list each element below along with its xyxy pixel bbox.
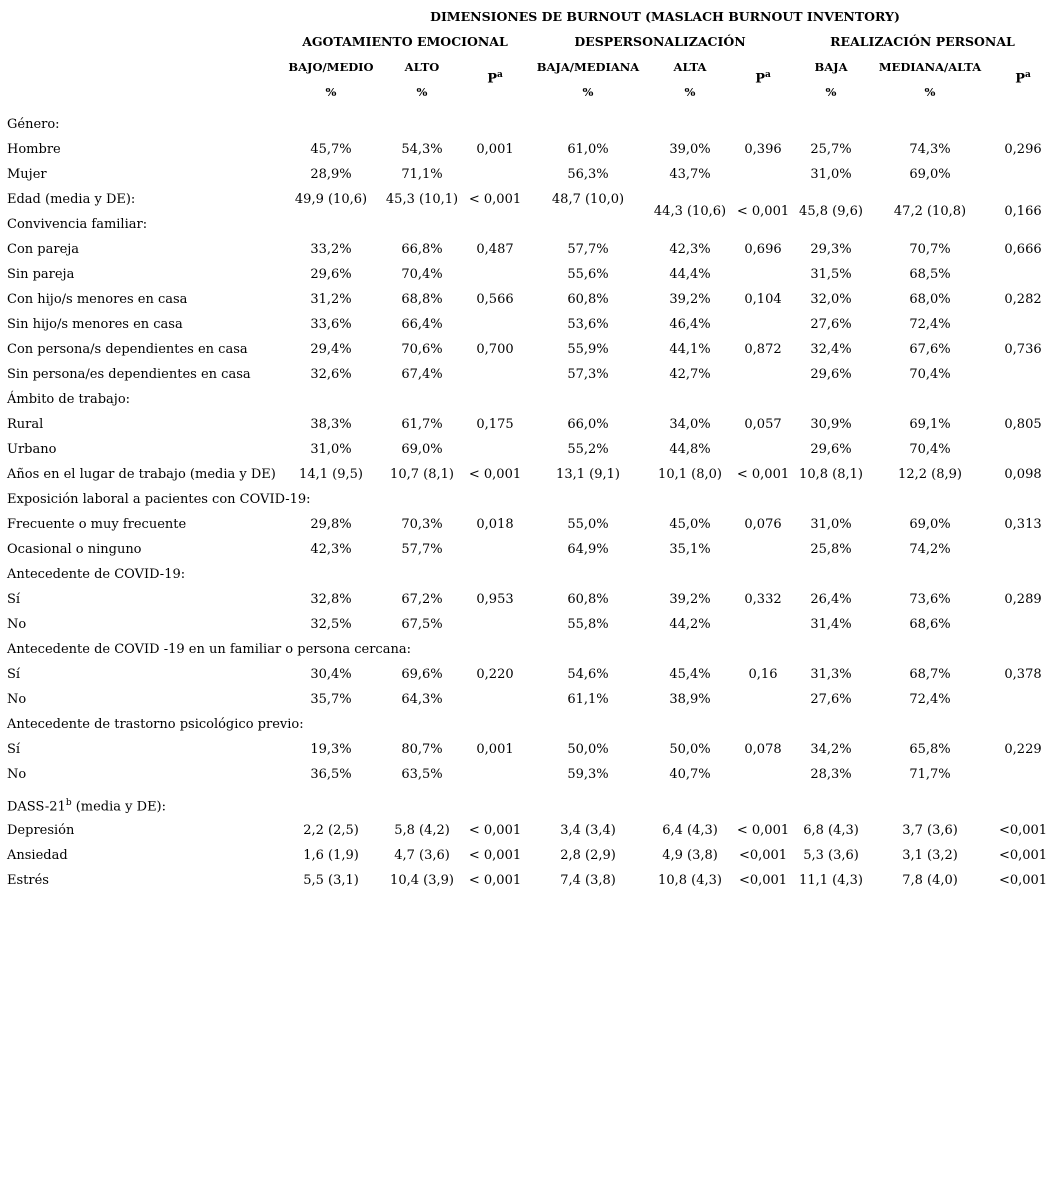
table-cell: 7,4 (3,8) bbox=[560, 873, 616, 888]
table-cell: 32,0% bbox=[810, 292, 852, 307]
table-cell: 45,7% bbox=[310, 142, 352, 157]
table-row bbox=[0, 542, 1057, 562]
column-header-unit: % bbox=[416, 85, 428, 99]
section-header-row bbox=[0, 217, 1057, 237]
column-header-label: MEDIANA/ALTA bbox=[878, 60, 982, 74]
table-cell: 25,8% bbox=[810, 542, 852, 557]
table-cell: 0,175 bbox=[476, 417, 514, 432]
table-cell: 0,296 bbox=[1004, 142, 1042, 157]
table-cell: 28,9% bbox=[310, 167, 352, 182]
table-cell: 50,0% bbox=[567, 742, 609, 757]
table-cell: 13,1 (9,1) bbox=[556, 467, 620, 482]
table-cell: 55,8% bbox=[567, 617, 609, 632]
column-header-label: BAJA/MEDIANA bbox=[536, 60, 640, 74]
table-cell: 30,4% bbox=[310, 667, 352, 682]
table-row bbox=[0, 823, 1057, 843]
row-label-text: Género: bbox=[7, 117, 60, 132]
table-cell: 0,289 bbox=[1004, 592, 1042, 607]
table-cell: 32,6% bbox=[310, 367, 352, 382]
table-cell: 0,487 bbox=[476, 242, 514, 257]
table-cell: 5,3 (3,6) bbox=[803, 848, 859, 863]
table-cell: 0,104 bbox=[744, 292, 782, 307]
table-cell: 69,0% bbox=[909, 517, 951, 532]
table-row bbox=[0, 517, 1057, 537]
row-label-text: Ansiedad bbox=[7, 848, 68, 863]
table-row bbox=[0, 692, 1057, 712]
table-cell: 54,3% bbox=[401, 142, 443, 157]
table-cell: 4,9 (3,8) bbox=[662, 848, 718, 863]
section-header-row bbox=[0, 492, 1057, 512]
group-header-realizacion: REALIZACIÓN PERSONAL bbox=[830, 34, 1015, 49]
table-cell: 66,8% bbox=[401, 242, 443, 257]
table-row bbox=[0, 292, 1057, 312]
table-cell: 72,4% bbox=[909, 317, 951, 332]
table-cell: 61,7% bbox=[401, 417, 443, 432]
column-header-p-value bbox=[733, 70, 793, 86]
row-label-suffix: (media y DE): bbox=[71, 799, 167, 815]
table-cell: 29,6% bbox=[310, 267, 352, 282]
table-cell: 32,4% bbox=[810, 342, 852, 357]
table-cell: 31,4% bbox=[810, 617, 852, 632]
table-cell: 0,736 bbox=[1004, 342, 1042, 357]
table-cell: 53,6% bbox=[567, 317, 609, 332]
p-label: P bbox=[1015, 71, 1025, 87]
table-cell: 54,6% bbox=[567, 667, 609, 682]
table-cell: 0,700 bbox=[476, 342, 514, 357]
table-cell: 25,7% bbox=[810, 142, 852, 157]
table-cell: 66,4% bbox=[401, 317, 443, 332]
table-cell: 19,3% bbox=[310, 742, 352, 757]
table-row bbox=[0, 667, 1057, 687]
table-cell: 38,9% bbox=[669, 692, 711, 707]
section-label bbox=[7, 392, 130, 407]
table-cell: 10,8 (8,1) bbox=[799, 467, 863, 482]
table-cell: 5,5 (3,1) bbox=[303, 873, 359, 888]
table-cell: 0,332 bbox=[744, 592, 782, 607]
row-label-superscript: b bbox=[65, 798, 72, 808]
group-header-despersonalizacion: DESPERSONALIZACIÓN bbox=[574, 34, 746, 49]
table-cell: 38,3% bbox=[310, 417, 352, 432]
table-cell: <0,001 bbox=[738, 848, 788, 863]
table-cell: 48,7 (10,0) bbox=[551, 192, 625, 207]
table-cell: 69,0% bbox=[401, 442, 443, 457]
table-cell: 67,6% bbox=[909, 342, 951, 357]
row-label-text: Ámbito de trabajo: bbox=[7, 392, 131, 407]
row-label-text: Depresión bbox=[7, 823, 75, 838]
table-cell: 5,8 (4,2) bbox=[394, 823, 450, 838]
table-cell: 73,6% bbox=[909, 592, 951, 607]
table-row bbox=[0, 367, 1057, 387]
row-label-text: Sin hijo/s menores en casa bbox=[7, 317, 183, 332]
table-cell: 0,001 bbox=[476, 742, 514, 757]
table-cell: 31,3% bbox=[810, 667, 852, 682]
table-cell: 29,3% bbox=[810, 242, 852, 257]
table-cell: 0,166 bbox=[1004, 204, 1042, 219]
table-cell: 70,6% bbox=[401, 342, 443, 357]
table-cell: 70,4% bbox=[401, 267, 443, 282]
table-cell: 56,3% bbox=[567, 167, 609, 182]
table-cell: 26,4% bbox=[810, 592, 852, 607]
row-label-text: No bbox=[7, 692, 27, 707]
table-cell: 68,8% bbox=[401, 292, 443, 307]
table-cell: 44,4% bbox=[669, 267, 711, 282]
row-label-text: Exposición laboral a pacientes con COVID-19: bbox=[7, 492, 311, 507]
column-header-label: ALTA bbox=[673, 60, 707, 74]
table-cell: 55,0% bbox=[567, 517, 609, 532]
table-cell: < 0,001 bbox=[736, 823, 790, 838]
row-label bbox=[7, 317, 183, 332]
table-cell: 67,2% bbox=[401, 592, 443, 607]
table-cell: 71,1% bbox=[401, 167, 443, 182]
table-cell: 3,7 (3,6) bbox=[902, 823, 958, 838]
table-cell: 39,2% bbox=[669, 292, 711, 307]
table-row bbox=[0, 242, 1057, 262]
row-label-text: Sí bbox=[7, 667, 21, 682]
section-header-row bbox=[0, 798, 1057, 818]
table-cell: 11,1 (4,3) bbox=[799, 873, 863, 888]
p-label: P bbox=[487, 71, 497, 87]
row-label-text: Estrés bbox=[7, 873, 49, 888]
row-label bbox=[7, 542, 142, 557]
table-cell: 68,5% bbox=[909, 267, 951, 282]
table-cell: < 0,001 bbox=[468, 873, 522, 888]
table-row bbox=[0, 742, 1057, 762]
table-cell: 59,3% bbox=[567, 767, 609, 782]
table-cell: 0,220 bbox=[476, 667, 514, 682]
section-label bbox=[7, 798, 166, 814]
p-label: P bbox=[755, 71, 765, 87]
table-cell: 36,5% bbox=[310, 767, 352, 782]
table-cell: 10,8 (4,3) bbox=[658, 873, 722, 888]
table-cell: 0,953 bbox=[476, 592, 514, 607]
table-cell: 0,078 bbox=[744, 742, 782, 757]
table-cell: <0,001 bbox=[738, 873, 788, 888]
column-header-label: BAJA bbox=[814, 60, 848, 74]
row-label-text: Años en el lugar de trabajo (media y DE) bbox=[7, 467, 276, 482]
row-label bbox=[7, 442, 56, 457]
table-cell: 55,2% bbox=[567, 442, 609, 457]
table-cell: 12,2 (8,9) bbox=[898, 467, 962, 482]
section-label bbox=[7, 492, 311, 507]
section-label bbox=[7, 217, 147, 232]
table-cell: 39,2% bbox=[669, 592, 711, 607]
table-row bbox=[0, 592, 1057, 612]
table-cell: 0,076 bbox=[744, 517, 782, 532]
row-label-text: Antecedente de trastorno psicológico previo: bbox=[7, 717, 304, 732]
table-cell: 10,7 (8,1) bbox=[390, 467, 454, 482]
row-label bbox=[7, 692, 26, 707]
table-cell: 63,5% bbox=[401, 767, 443, 782]
table-cell: 0,666 bbox=[1004, 242, 1042, 257]
table-cell: 0,001 bbox=[476, 142, 514, 157]
table-cell: 3,1 (3,2) bbox=[902, 848, 958, 863]
table-cell: 27,6% bbox=[810, 317, 852, 332]
table-cell: 44,8% bbox=[669, 442, 711, 457]
row-label bbox=[7, 823, 74, 838]
row-label bbox=[7, 667, 20, 682]
p-superscript: a bbox=[1024, 70, 1031, 80]
table-cell: 45,3 (10,1) bbox=[385, 192, 459, 207]
table-cell: 64,3% bbox=[401, 692, 443, 707]
table-cell: 1,6 (1,9) bbox=[303, 848, 359, 863]
section-header-row bbox=[0, 717, 1057, 737]
row-label bbox=[7, 742, 20, 757]
row-label-text: Convivencia familiar: bbox=[7, 217, 148, 232]
table-row bbox=[0, 767, 1057, 787]
section-header-row bbox=[0, 642, 1057, 662]
row-label-text: No bbox=[7, 767, 27, 782]
table-cell: < 0,001 bbox=[468, 823, 522, 838]
table-cell: 0,872 bbox=[744, 342, 782, 357]
table-cell: 39,0% bbox=[669, 142, 711, 157]
table-cell: 69,1% bbox=[909, 417, 951, 432]
row-label bbox=[7, 848, 68, 863]
row-label-text: Con persona/s dependientes en casa bbox=[7, 342, 248, 357]
row-label-text: Rural bbox=[7, 417, 44, 432]
table-cell: 35,1% bbox=[669, 542, 711, 557]
table-cell: 35,7% bbox=[310, 692, 352, 707]
row-label-text: Sí bbox=[7, 742, 21, 757]
table-cell: 0,282 bbox=[1004, 292, 1042, 307]
table-cell: 32,8% bbox=[310, 592, 352, 607]
table-cell: 45,4% bbox=[669, 667, 711, 682]
table-cell: 6,4 (4,3) bbox=[662, 823, 718, 838]
section-header-row bbox=[0, 117, 1057, 137]
row-label bbox=[7, 873, 49, 888]
table-cell: 33,2% bbox=[310, 242, 352, 257]
table-cell: 44,1% bbox=[669, 342, 711, 357]
table-cell: 10,4 (3,9) bbox=[390, 873, 454, 888]
row-label bbox=[7, 167, 47, 182]
row-label-text: Sin persona/es dependientes en casa bbox=[7, 367, 251, 382]
table-cell: 45,0% bbox=[669, 517, 711, 532]
table-cell: 61,0% bbox=[567, 142, 609, 157]
table-cell: 70,3% bbox=[401, 517, 443, 532]
table-cell: 50,0% bbox=[669, 742, 711, 757]
row-label-text: Antecedente de COVID -19 en un familiar o persona cercana: bbox=[7, 642, 411, 657]
table-cell: < 0,001 bbox=[736, 204, 790, 219]
table-cell: 31,0% bbox=[810, 167, 852, 182]
row-label-text: Hombre bbox=[7, 142, 61, 157]
table-cell: 61,1% bbox=[567, 692, 609, 707]
table-cell: 0,805 bbox=[1004, 417, 1042, 432]
row-label-text: No bbox=[7, 617, 27, 632]
table-cell: 80,7% bbox=[401, 742, 443, 757]
table-cell: 42,7% bbox=[669, 367, 711, 382]
table-cell: 40,7% bbox=[669, 767, 711, 782]
table-cell: < 0,001 bbox=[468, 192, 522, 207]
section-header-row bbox=[0, 567, 1057, 587]
table-cell: 34,2% bbox=[810, 742, 852, 757]
table-cell: 55,9% bbox=[567, 342, 609, 357]
table-cell: 0,313 bbox=[1004, 517, 1042, 532]
row-label bbox=[7, 767, 26, 782]
table-cell: 68,0% bbox=[909, 292, 951, 307]
table-cell: 42,3% bbox=[669, 242, 711, 257]
row-label bbox=[7, 142, 61, 157]
table-cell: 0,378 bbox=[1004, 667, 1042, 682]
row-label bbox=[7, 242, 79, 257]
table-cell: 0,229 bbox=[1004, 742, 1042, 757]
table-cell: 7,8 (4,0) bbox=[902, 873, 958, 888]
table-cell: 64,9% bbox=[567, 542, 609, 557]
table-cell: 55,6% bbox=[567, 267, 609, 282]
table-cell: 44,3 (10,6) bbox=[653, 204, 727, 219]
table-row bbox=[0, 342, 1057, 362]
column-header-unit: % bbox=[924, 85, 936, 99]
table-row bbox=[0, 617, 1057, 637]
row-label-text: Sin pareja bbox=[7, 267, 75, 282]
column-header-unit: % bbox=[582, 85, 594, 99]
table-cell: 45,8 (9,6) bbox=[799, 204, 863, 219]
table-cell: 44,2% bbox=[669, 617, 711, 632]
table-cell: 69,0% bbox=[909, 167, 951, 182]
table-cell: 0,057 bbox=[744, 417, 782, 432]
column-header-label: ALTO bbox=[404, 60, 440, 74]
table-cell: 14,1 (9,5) bbox=[299, 467, 363, 482]
table-cell: 43,7% bbox=[669, 167, 711, 182]
table-row bbox=[0, 317, 1057, 337]
section-label bbox=[7, 717, 304, 732]
table-cell: 70,7% bbox=[909, 242, 951, 257]
p-superscript: a bbox=[764, 70, 771, 80]
row-label bbox=[7, 467, 276, 482]
row-label bbox=[7, 592, 20, 607]
table-cell: 68,6% bbox=[909, 617, 951, 632]
table-cell: 66,0% bbox=[567, 417, 609, 432]
table-cell: 60,8% bbox=[567, 592, 609, 607]
table-cell: 0,018 bbox=[476, 517, 514, 532]
table-cell: 29,6% bbox=[810, 442, 852, 457]
row-label bbox=[7, 417, 43, 432]
group-header-agotamiento: AGOTAMIENTO EMOCIONAL bbox=[302, 34, 508, 49]
table-cell: <0,001 bbox=[998, 848, 1048, 863]
table-cell: 0,696 bbox=[744, 242, 782, 257]
row-label-text: Frecuente o muy frecuente bbox=[7, 517, 187, 532]
row-label bbox=[7, 292, 187, 307]
column-header-unit: % bbox=[825, 85, 837, 99]
row-label-text: Sí bbox=[7, 592, 21, 607]
section-label bbox=[7, 117, 60, 132]
table-row bbox=[0, 267, 1057, 287]
table-cell: 49,9 (10,6) bbox=[294, 192, 368, 207]
row-label bbox=[7, 267, 74, 282]
table-cell: 47,2 (10,8) bbox=[893, 204, 967, 219]
row-label-text: Con pareja bbox=[7, 242, 80, 257]
table-title: DIMENSIONES DE BURNOUT (MASLACH BURNOUT INVENTORY) bbox=[430, 9, 900, 24]
table-cell: 0,566 bbox=[476, 292, 514, 307]
table-cell: 0,396 bbox=[744, 142, 782, 157]
table-cell: 33,6% bbox=[310, 317, 352, 332]
row-label-text: Ocasional o ninguno bbox=[7, 542, 142, 557]
table-cell: 71,7% bbox=[909, 767, 951, 782]
table-cell: 31,0% bbox=[810, 517, 852, 532]
column-header-p-value bbox=[464, 70, 526, 86]
column-header-unit: % bbox=[325, 85, 337, 99]
row-label-text: Edad (media y DE): bbox=[7, 192, 136, 207]
table-cell: 28,3% bbox=[810, 767, 852, 782]
row-label-text: Antecedente de COVID-19: bbox=[7, 567, 186, 582]
table-cell: 34,0% bbox=[669, 417, 711, 432]
table-cell: 29,8% bbox=[310, 517, 352, 532]
table-cell: 60,8% bbox=[567, 292, 609, 307]
section-label bbox=[7, 642, 411, 657]
table-cell: <0,001 bbox=[998, 873, 1048, 888]
table-cell: 6,8 (4,3) bbox=[803, 823, 859, 838]
row-label bbox=[7, 342, 248, 357]
row-label-text: DASS-21 bbox=[7, 799, 66, 815]
table-cell: 70,4% bbox=[909, 367, 951, 382]
table-cell: 67,4% bbox=[401, 367, 443, 382]
table-cell: 0,16 bbox=[748, 667, 778, 682]
table-cell: 65,8% bbox=[909, 742, 951, 757]
table-cell: 31,5% bbox=[810, 267, 852, 282]
table-row bbox=[0, 167, 1057, 187]
table-cell: < 0,001 bbox=[468, 467, 522, 482]
table-cell: 42,3% bbox=[310, 542, 352, 557]
table-cell: < 0,001 bbox=[736, 467, 790, 482]
table-cell: 2,8 (2,9) bbox=[560, 848, 616, 863]
table-cell: 70,4% bbox=[909, 442, 951, 457]
column-header-p-value bbox=[992, 70, 1054, 86]
table-cell: 69,6% bbox=[401, 667, 443, 682]
table-cell: 32,5% bbox=[310, 617, 352, 632]
table-cell: 74,2% bbox=[909, 542, 951, 557]
table-cell: 10,1 (8,0) bbox=[658, 467, 722, 482]
row-label-text: Con hijo/s menores en casa bbox=[7, 292, 188, 307]
table-cell: 30,9% bbox=[810, 417, 852, 432]
table-cell: 68,7% bbox=[909, 667, 951, 682]
table-cell: 29,6% bbox=[810, 367, 852, 382]
table-row bbox=[0, 417, 1057, 437]
table-cell: 72,4% bbox=[909, 692, 951, 707]
section-label bbox=[7, 567, 185, 582]
row-label-text: Urbano bbox=[7, 442, 57, 457]
table-row bbox=[0, 873, 1057, 893]
table-row bbox=[0, 848, 1057, 868]
row-label bbox=[7, 517, 186, 532]
table-cell: 29,4% bbox=[310, 342, 352, 357]
table-cell: 27,6% bbox=[810, 692, 852, 707]
table-cell: 57,3% bbox=[567, 367, 609, 382]
table-row bbox=[0, 142, 1057, 162]
table-cell: 31,0% bbox=[310, 442, 352, 457]
table-cell: 57,7% bbox=[401, 542, 443, 557]
table-cell: 4,7 (3,6) bbox=[394, 848, 450, 863]
table-row bbox=[0, 442, 1057, 462]
table-row bbox=[0, 467, 1057, 487]
table-cell: < 0,001 bbox=[468, 848, 522, 863]
p-superscript: a bbox=[496, 70, 503, 80]
table-cell: 57,7% bbox=[567, 242, 609, 257]
row-label bbox=[7, 617, 26, 632]
column-header-label: BAJO/MEDIO bbox=[288, 60, 374, 74]
table-cell: 46,4% bbox=[669, 317, 711, 332]
column-header-unit: % bbox=[684, 85, 696, 99]
table-cell: 74,3% bbox=[909, 142, 951, 157]
row-label bbox=[7, 367, 251, 382]
table-cell: 67,5% bbox=[401, 617, 443, 632]
table-cell: <0,001 bbox=[998, 823, 1048, 838]
section-header-row bbox=[0, 392, 1057, 412]
table-cell: 2,2 (2,5) bbox=[303, 823, 359, 838]
row-label-text: Mujer bbox=[7, 167, 47, 182]
table-cell: 3,4 (3,4) bbox=[560, 823, 616, 838]
table-cell: 0,098 bbox=[1004, 467, 1042, 482]
table-cell: 31,2% bbox=[310, 292, 352, 307]
